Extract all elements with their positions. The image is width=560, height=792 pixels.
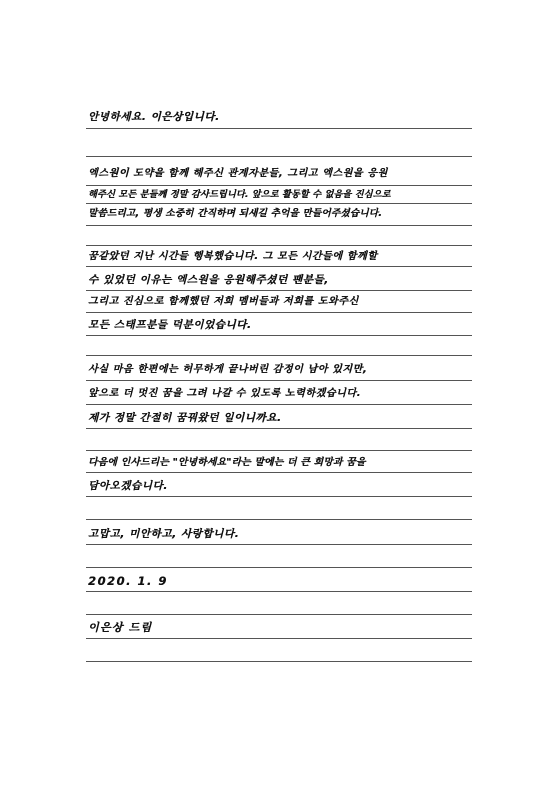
- ruled-line: [86, 496, 472, 497]
- ruled-line: [86, 614, 472, 615]
- ruled-line: [86, 404, 472, 405]
- paragraph-2-line-2: 수 있었던 이유는 엑스원을 응원해주셨던 팬분들,: [88, 274, 329, 286]
- ruled-line: [86, 128, 472, 129]
- date-line: 2020. 1. 9: [88, 574, 168, 588]
- signature-line: 이은상 드림: [88, 621, 153, 634]
- ruled-line: [86, 567, 472, 568]
- ruled-line: [86, 312, 472, 313]
- ruled-line: [86, 380, 472, 381]
- paragraph-4-line-2: 담아오겠습니다.: [88, 480, 168, 492]
- paragraph-3-line-2: 앞으로 더 멋진 꿈을 그려 나갈 수 있도록 노력하겠습니다.: [88, 388, 362, 399]
- ruled-line: [86, 591, 472, 592]
- ruled-line: [86, 290, 472, 291]
- ruled-line: [86, 544, 472, 545]
- paragraph-1-line-1: 엑스원이 도약을 함께 해주신 관계자분들, 그리고 엑스원을 응원: [88, 168, 388, 179]
- ruled-line: [86, 245, 472, 246]
- paragraph-1-line-3: 말씀드리고, 평생 소중히 간직하며 되새길 추억을 만들어주셨습니다.: [88, 208, 383, 219]
- ruled-line: [86, 225, 472, 226]
- paragraph-3-line-1: 사실 마음 한편에는 허무하게 끝나버린 감정이 남아 있지만,: [88, 364, 368, 375]
- ruled-line: [86, 428, 472, 429]
- greeting-line: 안녕하세요. 이은상입니다.: [88, 111, 220, 123]
- paragraph-1-line-2: 해주신 모든 분들께 정말 감사드립니다. 앞으로 활동할 수 없음을 진심으로: [88, 189, 391, 200]
- ruled-line: [86, 355, 472, 356]
- closing-line: 고맙고, 미안하고, 사랑합니다.: [88, 528, 240, 540]
- ruled-line: [86, 335, 472, 336]
- ruled-line: [86, 638, 472, 639]
- ruled-line: [86, 519, 472, 520]
- paragraph-2-line-3: 그리고 진심으로 함께했던 저희 멤버들과 저희를 도와주신: [88, 296, 359, 307]
- paragraph-4-line-1: 다음에 인사드리는 "안녕하세요"라는 말에는 더 큰 희망과 꿈을: [88, 457, 366, 468]
- ruled-line: [86, 156, 472, 157]
- ruled-line: [86, 450, 472, 451]
- paragraph-2-line-4: 모든 스태프분들 덕분이었습니다.: [88, 319, 252, 331]
- paragraph-3-line-3: 제가 정말 간절히 꿈꿔왔던 일이니까요.: [88, 412, 282, 424]
- paragraph-2-line-1: 꿈같았던 지난 시간들 행복했습니다. 그 모든 시간들에 함께할: [88, 251, 378, 262]
- ruled-line: [86, 661, 472, 662]
